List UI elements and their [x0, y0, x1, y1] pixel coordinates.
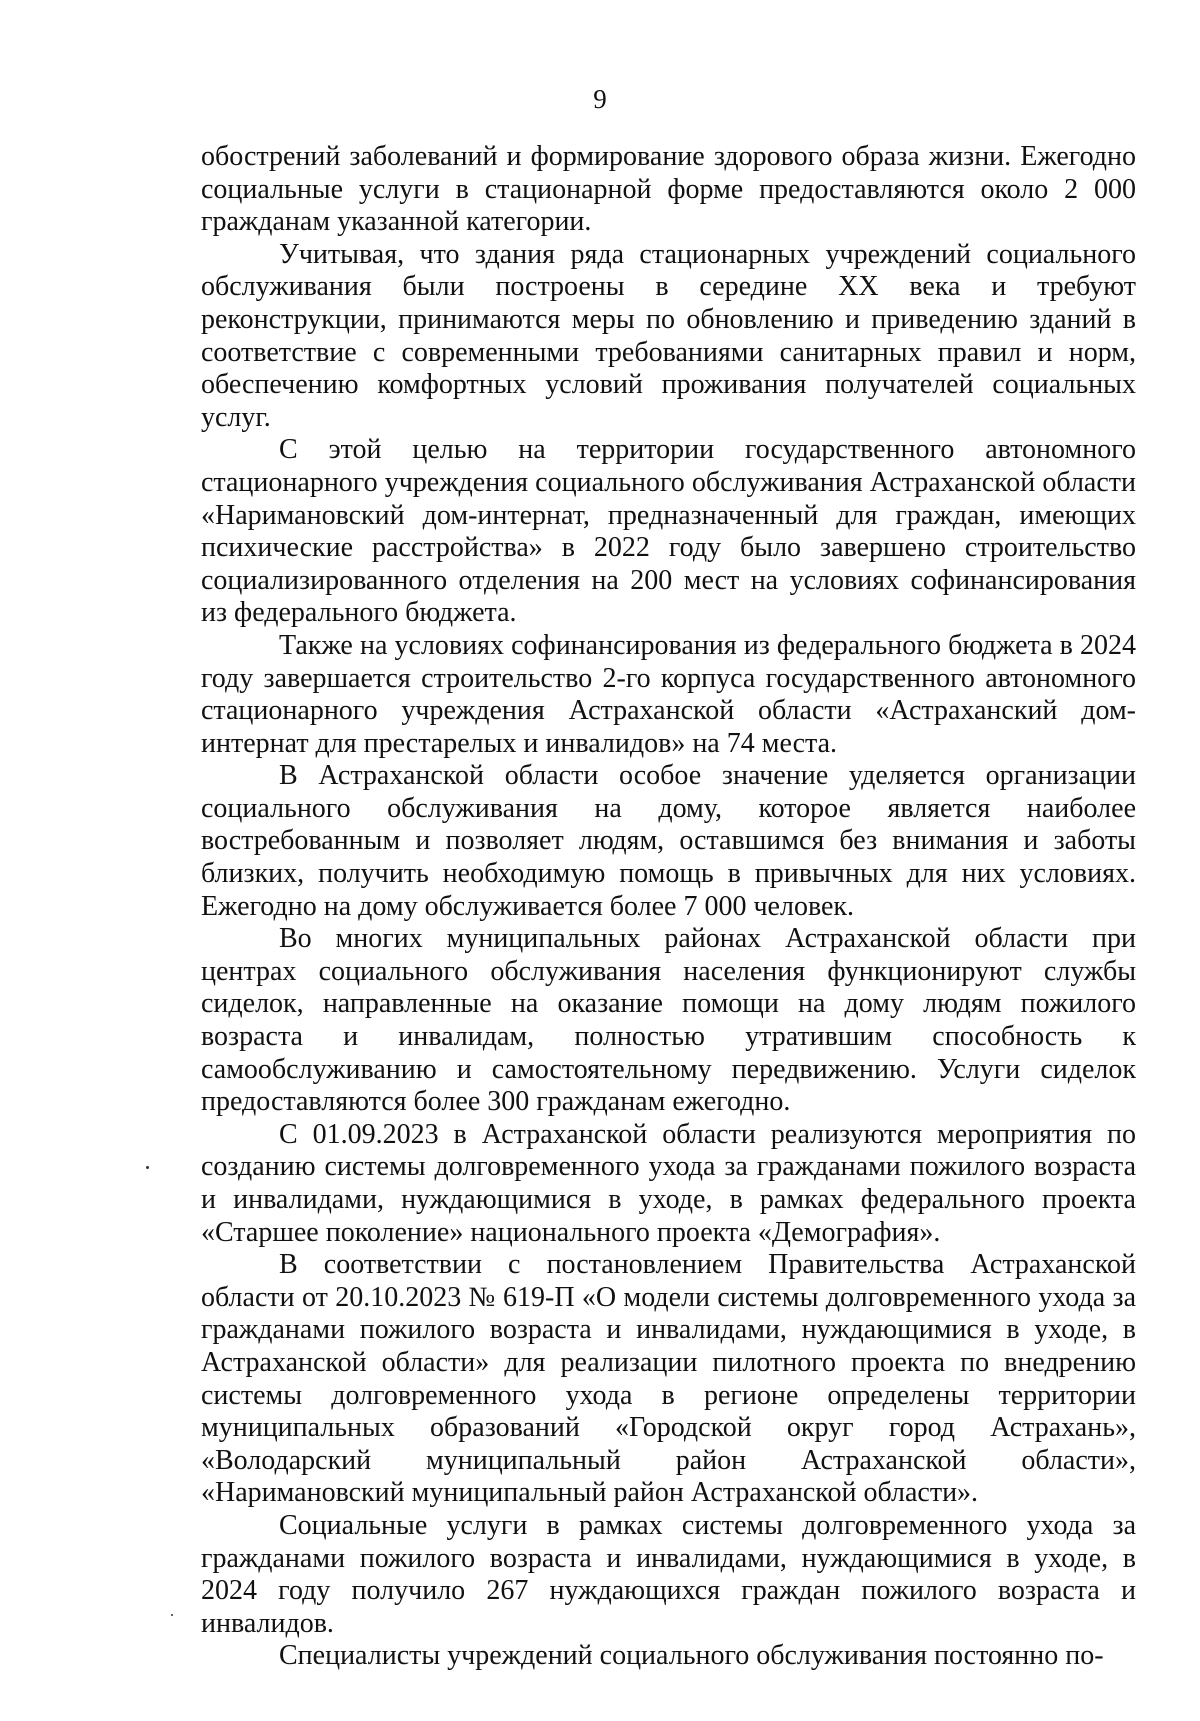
paragraph-continuation: обострений заболеваний и формирование здорового образа жизни. Ежегодно социальные услуги в стационарной форме предоставляются около 2 000 гражданам указанной категории.: [201, 141, 1136, 238]
paragraph-astrakhan-building: Также на условиях софинансирования из федерального бюджета в 2024 году завершается строительство 2-го корпуса государственного автономного стационарного учреждения Астраханской области «Астраханский дом-интернат для престарелых и инвалидов» на 74 места.: [201, 629, 1136, 759]
document-body: [201, 141, 1136, 1673]
scan-speck: [171, 1614, 173, 1616]
page-number: 9: [593, 84, 607, 114]
paragraph-narimanov-construction: С этой целью на территории государственного автономного стационарного учреждения социального обслуживания Астраханской области «Наримановский дом-интернат, предназначенный для граждан, имеющих психические расстройства» в 2022 году было завершено строительство социализированного отделения на 200 мест на условиях софинансирования из федерального бюджета.: [201, 434, 1136, 629]
paragraph-building-renovation: Учитывая, что здания ряда стационарных учреждений социального обслуживания были построены в середине XX века и требуют реконструкции, принимаются меры по обновлению и приведению зданий в соответствие с современными требованиями санитарных правил и норм, обеспечению комфортных условий проживания получателей социальных услуг.: [201, 238, 1136, 433]
paragraph-caregivers: Во многих муниципальных районах Астраханской области при центрах социального обслуживания населения функционируют службы сиделок, направленные на оказание помощи на дому людям пожилого возраста и инвалидам, полностью утратившим способность к самообслуживанию и самостоятельному передвижению. Услуги сиделок предоставляются более 300 гражданам ежегодно.: [201, 923, 1136, 1118]
paragraph-services-2024: Социальные услуги в рамках системы долговременного ухода за гражданами пожилого возраста и инвалидами, нуждающимися в уходе, в 2024 году получило 267 нуждающихся граждан пожилого возраста и инвалидов.: [201, 1509, 1136, 1639]
paragraph-specialists: Специалисты учреждений социального обслуживания постоянно по-: [279, 1640, 1104, 1672]
paragraph-home-service: В Астраханской области особое значение уделяется организации социального обслуживания на дому, которое является наиболее востребованным и позволяет людям, оставшимся без внимания и заботы близких, получить необходимую помощь в привычных для них условиях. Ежегодно на дому обслуживается более 7 000 человек.: [201, 760, 1136, 922]
paragraph-long-term-care-start: С 01.09.2023 в Астраханской области реализуются мероприятия по созданию системы долговременного ухода за гражданами пожилого возраста и инвалидами, нуждающимися в уходе, в рамках федерального проекта «Старшее поколение» национального проекта «Демография».: [201, 1118, 1136, 1248]
scan-speck: [146, 1166, 149, 1169]
paragraph-government-decree: В соответствии с постановлением Правительства Астраханской области от 20.10.2023 № 619-П «О модели системы долговременного ухода за гражданами пожилого возраста и инвалидами, нуждающимися в уходе, в Астраханской области» для реализации пилотного проекта по внедрению системы долговременного ухода в регионе определены территории муниципальных образований «Городской округ город Астрахань», «Володарский муниципальный район Астраханской области», «Наримановский муниципальный район Астраханской области».: [201, 1249, 1136, 1509]
